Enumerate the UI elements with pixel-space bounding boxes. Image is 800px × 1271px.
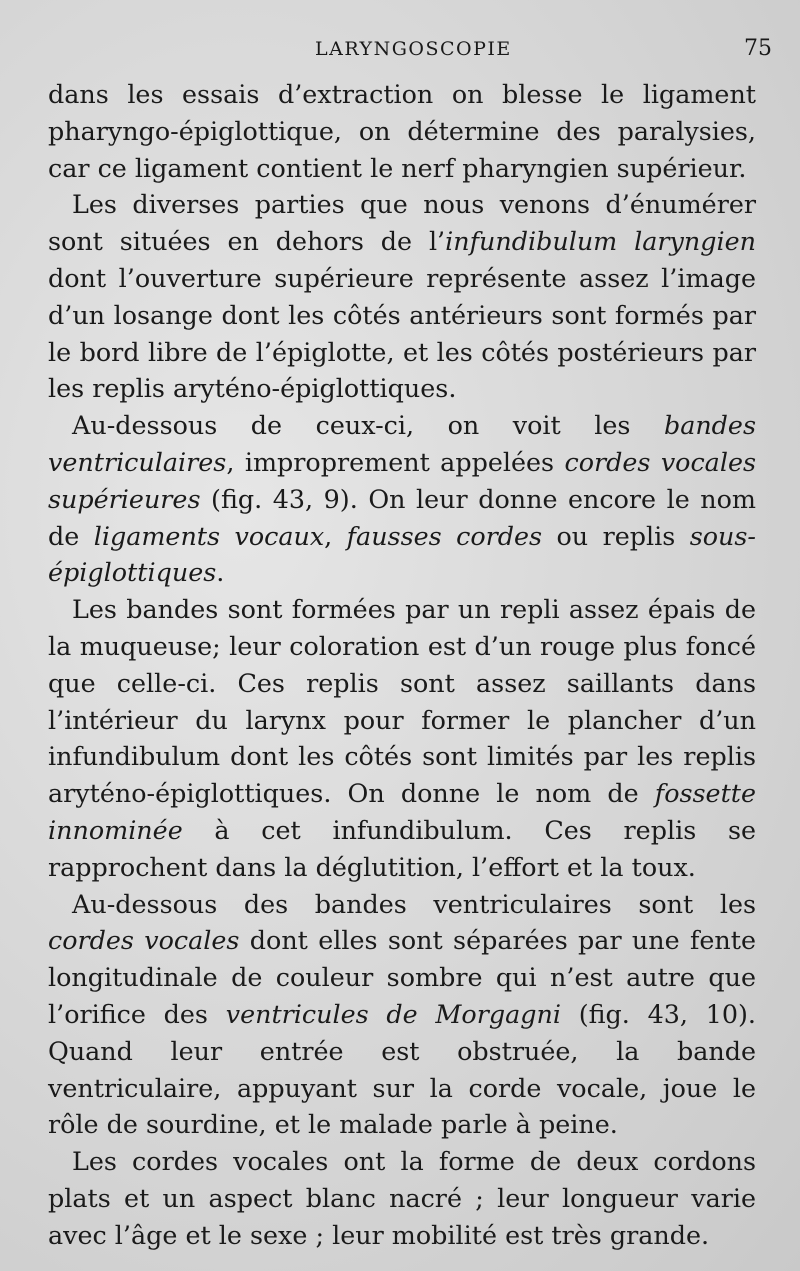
paragraph-3	[48, 407, 756, 591]
italic-term: infundibulum laryngien	[445, 226, 756, 257]
italic-term: fossette innominée	[48, 778, 756, 845]
paragraph-2	[48, 186, 756, 407]
page-number: 75	[744, 36, 772, 61]
italic-term: ventricules de Morgagni	[225, 998, 561, 1029]
paragraph-1	[48, 76, 756, 186]
italic-term: sous-épiglottiques	[48, 520, 756, 588]
text-run: .	[216, 557, 225, 588]
text-run: ou replis	[542, 520, 690, 551]
text-run: Les cordes vocales ont la forme de deux cordons plats et un aspect blanc nacré ; leur longueur varie avec l’âge et le sexe ; leur mobilité est très grande.	[48, 1146, 756, 1250]
text-run: , improprement appelées	[226, 446, 565, 477]
text-run: dont elles sont séparées par une fente longitudinale de couleur sombre qui n’est autre que l’orifice des	[48, 925, 756, 1029]
paragraph-4	[48, 591, 756, 885]
italic-term: cordes vocales supérieures	[48, 446, 756, 514]
text-run: (fig. 43, 10). Quand leur entrée est obstruée, la bande ventriculaire, appuyant sur la corde vocale, joue le rôle de sourdine, et le malade parle à peine.	[48, 998, 756, 1140]
italic-term: fausses cordes	[346, 520, 543, 551]
text-run: à cet infundibulum. Ces replis se rapprochent dans la déglutition, l’effort et la toux.	[48, 814, 756, 882]
italic-term: ligaments vocaux	[93, 520, 325, 551]
running-head	[0, 36, 800, 66]
running-title: LARYNGOSCOPIE	[315, 38, 512, 60]
text-run: Au-dessous de ceux-ci, on voit les	[72, 410, 664, 441]
text-run: (fig. 43, 9). On leur donne encore le nom de	[48, 483, 756, 551]
body-text	[48, 76, 756, 1254]
text-run: ,	[324, 520, 347, 551]
paragraph-6	[48, 1143, 756, 1253]
text-run: Les bandes sont formées par un repli assez épais de la muqueuse; leur coloration est d’un rouge plus foncé que celle-ci. Ces replis sont assez saillants dans l’intérieur du larynx pour former le plancher d’un infundibulum dont les côtés sont limités par les replis aryténo-épiglottiques. On donne le nom de	[48, 594, 756, 809]
paragraph-5	[48, 886, 756, 1144]
text-run: Au-dessous des bandes ventriculaires sont les	[72, 888, 756, 919]
italic-term: cordes vocales	[48, 925, 240, 956]
text-run: Les diverses parties que nous venons d’énumérer sont situées en dehors de l’	[48, 189, 756, 257]
text-run: dont l’ouverture supérieure représente assez l’image d’un losange dont les côtés antérieurs sont formés par le bord libre de l’épiglotte, et les côtés postérieurs par les replis aryténo-épiglottiques.	[48, 262, 756, 404]
italic-term: bandes ventriculaires	[48, 410, 756, 477]
text-run: dans les essais d’extraction on blesse le ligament pharyngo-épiglottique, on détermine des paralysies, car ce ligament contient le nerf pharyngien supérieur.	[48, 79, 756, 183]
